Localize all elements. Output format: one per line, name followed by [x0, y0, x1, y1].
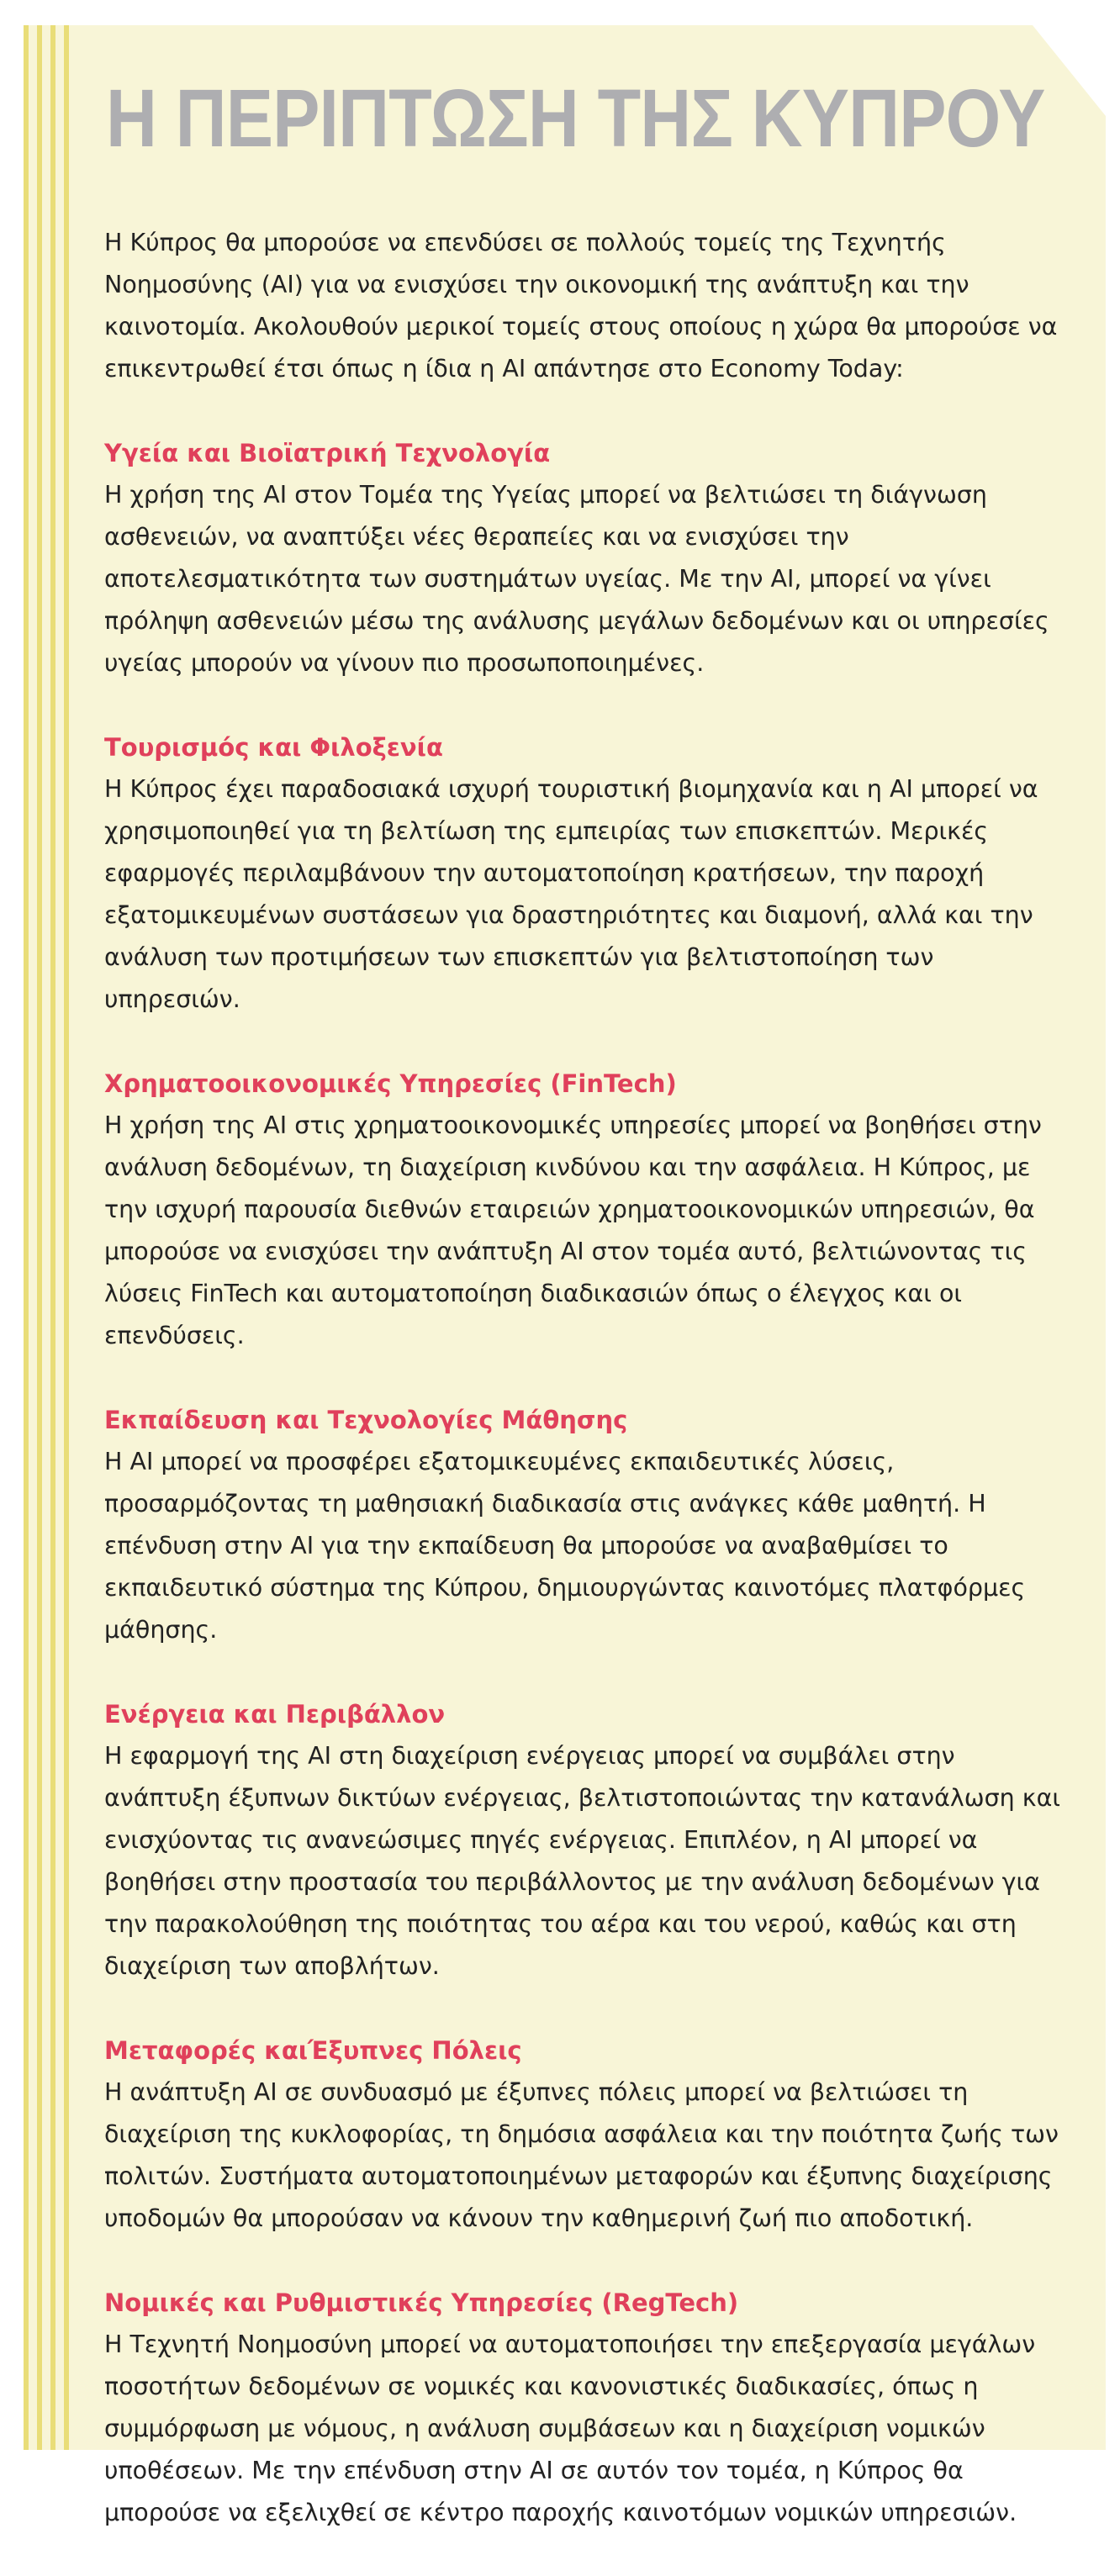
decorative-stripe — [24, 25, 29, 2450]
section-title: Υγεία και Βιοϊατρική Τεχνολογία — [104, 439, 551, 467]
section-body: Η Τεχνητή Νοημοσύνη μπορεί να αυτοματοποιήσει την επεξεργασία μεγάλων ποσοτήτων δεδομένων σε νομικές και κανονιστικές διαδικασίες, όπως η συμμόρφωση με νόμους, η ανάλυση συμβάσεων και η διαχείριση νομικών υποθέσεων. Με την επένδυση στην AI σε αυτόν τον τομέα, η Κύπρος θα μπορούσε να εξελιχθεί σε κέντρο παροχής καινοτόμων νομικών υπηρεσιών. — [104, 2331, 1036, 2526]
section-energy — [104, 1693, 1063, 1987]
section-title: Μεταφορές καιΈξυπνες Πόλεις — [104, 2036, 522, 2065]
section-body: Η εφαρμογή της AI στη διαχείριση ενέργειας μπορεί να συμβάλει στην ανάπτυξη έξυπνων δικτύων ενέργειας, βελτιστοποιώντας την κατανάλωση και ενισχύοντας τις ανανεώσιμες πηγές ενέργειας. Επιπλέον, η AI μπορεί να βοηθήσει στην προστασία του περιβάλλοντος με την ανάλυση δεδομένων για την παρακολούθηση της ποιότητας του αέρα και του νερού, καθώς και στη διαχείριση των αποβλήτων. — [104, 1742, 1061, 1980]
section-education — [104, 1399, 1063, 1651]
section-title: Ενέργεια και Περιβάλλον — [104, 1700, 446, 1729]
section-fintech — [104, 1063, 1063, 1357]
section-title: Τουρισμός και Φιλοξενία — [104, 733, 443, 762]
section-health — [104, 432, 1063, 684]
intro-paragraph: Η Κύπρος θα μπορούσε να επενδύσει σε πολλούς τομείς της Τεχνητής Νοημοσύνης (AI) για να ενισχύσει την οικονομική της ανάπτυξη και την καινοτομία. Ακολουθούν μερικοί τομείς στους οποίους η χώρα θα μπορούσε να επικεντρωθεί έτσι όπως η ίδια η AI απάντησε στο Economy Today: — [104, 229, 1058, 383]
section-body: Η ανάπτυξη AI σε συνδυασμό με έξυπνες πόλεις μπορεί να βελτιώσει τη διαχείριση της κυκλοφορίας, τη δημόσια ασφάλεια και την ποιότητα ζωής των πολιτών. Συστήματα αυτοματοποιημένων μεταφορών και έξυπνης διαχείρισης υποδομών θα μπορούσαν να κάνουν την καθημερινή ζωή πιο αποδοτική. — [104, 2078, 1059, 2232]
section-body: Η AI μπορεί να προσφέρει εξατομικευμένες εκπαιδευτικές λύσεις, προσαρμόζοντας τη μαθησιακή διαδικασία στις ανάγκες κάθε μαθητή. Η επένδυση στην AI για την εκπαίδευση θα μπορούσε να αναβαθμίσει το εκπαιδευτικό σύστημα της Κύπρου, δημιουργώντας καινοτόμες πλατφόρμες μάθησης. — [104, 1448, 1026, 1644]
decorative-stripe — [64, 25, 69, 2450]
page-title: Η ΠΕΡΙΠΤΩΣΗ ΤΗΣ ΚΥΠΡΟΥ — [106, 72, 1045, 164]
section-regtech — [104, 2282, 1063, 2534]
decorative-stripe — [37, 25, 42, 2450]
section-title: Νομικές και Ρυθμιστικές Υπηρεσίες (RegTech) — [104, 2288, 739, 2317]
section-transport — [104, 2030, 1063, 2240]
section-body: Η χρήση της AI στις χρηματοοικονομικές υπηρεσίες μπορεί να βοηθήσει στην ανάλυση δεδομένων, τη διαχείριση κινδύνου και την ασφάλεια. Η Κύπρος, με την ισχυρή παρουσία διεθνών εταιρειών χρηματοοικονομικών υπηρεσιών, θα μπορούσε να ενισχύσει την ανάπτυξη AI στον τομέα αυτό, βελτιώνοντας τις λύσεις FinTech και αυτοματοποίηση διαδικασιών όπως ο έλεγχος και οι επενδύσεις. — [104, 1111, 1042, 1349]
section-tourism — [104, 726, 1063, 1021]
section-title: Χρηματοοικονομικές Υπηρεσίες (FinTech) — [104, 1069, 677, 1098]
article-body — [104, 222, 1063, 2576]
section-body: Η Κύπρος έχει παραδοσιακά ισχυρή τουριστική βιομηχανία και η AI μπορεί να χρησιμοποιηθεί για τη βελτίωση της εμπειρίας των επισκεπτών. Μερικές εφαρμογές περιλαμβάνουν την αυτοματοποίηση κρατήσεων, την παροχή εξατομικευμένων συστάσεων για δραστηριότητες και διαμονή, αλλά και την ανάλυση των προτιμήσεων των επισκεπτών για βελτιστοποίηση των υπηρεσιών. — [104, 775, 1038, 1013]
section-title: Εκπαίδευση και Τεχνολογίες Μάθησης — [104, 1406, 628, 1434]
section-body: Η χρήση της AI στον Τομέα της Υγείας μπορεί να βελτιώσει τη διάγνωση ασθενειών, να αναπτύξει νέες θεραπείες και να ενισχύσει την αποτελεσματικότητα των συστημάτων υγείας. Με την AI, μπορεί να γίνει πρόληψη ασθενειών μέσω της ανάλυσης μεγάλων δεδομένων και οι υπηρεσίες υγείας μπορούν να γίνουν πιο προσωποποιημένες. — [104, 481, 1049, 677]
decorative-stripe — [50, 25, 55, 2450]
